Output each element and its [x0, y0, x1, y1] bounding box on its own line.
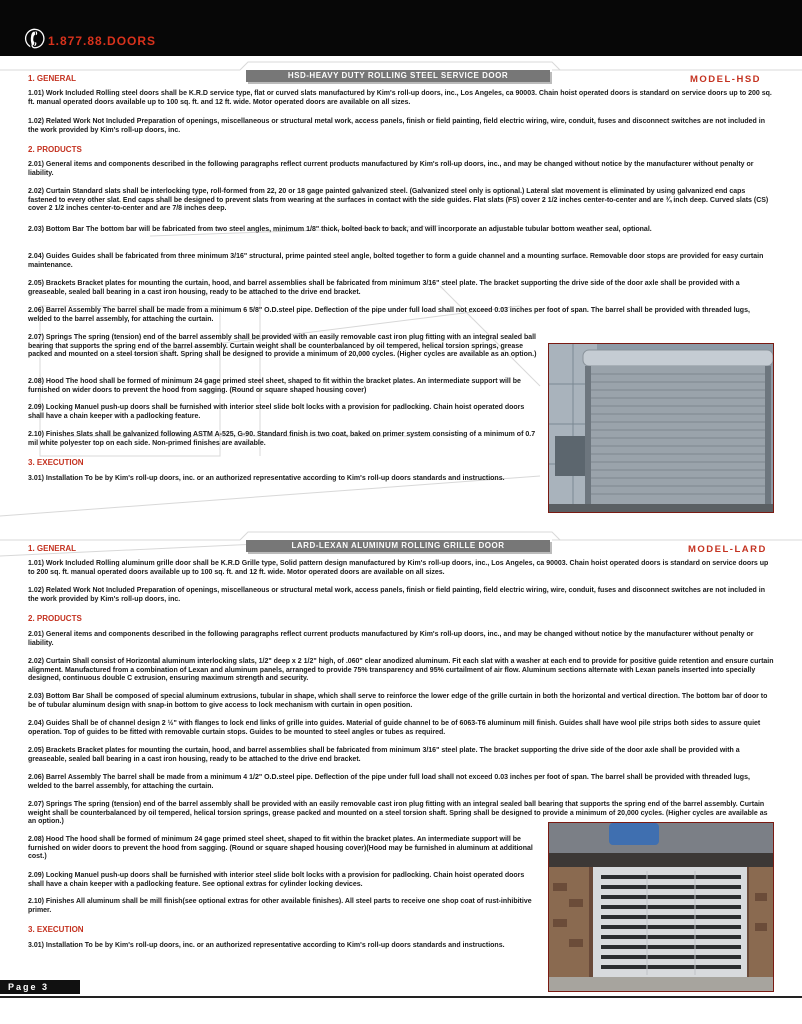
paragraph-2-07: 2.07) Springs The spring (tension) end of the barrel assembly shall be provided with an easily removable cast iron plug fitting with an integral sealed ball bearing that supports the spring end of the barrel assembly. Curtain weight shall be counterbalanced by oil tempered, helical torsion springs, grease packed and mounted on a steel torsion shaft. Spring shall be designed to provide a minimum of 20,000 cycles. (Higher cycles are available as an option.): [28, 334, 537, 359]
aluminum-grille-door-photo: [548, 822, 774, 992]
header-bar: [0, 0, 802, 56]
paragraph-2-02: 2.02) Curtain Standard slats shall be interlocking type, roll-formed from 22, 20 or 18 gage painted galvanized steel. (Galvanized steel only is optional.) Lateral slat movement is eliminated by using galvanized end caps fastened to every other slat. End caps shall be designed to prevent slats from wearing at the surfaces in contact with the side guides. Flat slats (FS) cover 2 1/2 inches center-to-center and are ¾ inch deep. Curved slats (CS) cover 2 1/2 inches center-to-center and are 7/8 inches deep.: [28, 188, 769, 213]
page-number-tab: [0, 980, 80, 994]
phone-handset-icon: ✆: [19, 21, 51, 57]
heading-products: 2. PRODUCTS: [28, 614, 82, 623]
model-label-lard: MODEL-LARD: [688, 544, 767, 555]
heading-execution: 3. EXECUTION: [28, 458, 84, 467]
paragraph-2-05: 2.05) Brackets Bracket plates for mounting the curtain, hood, and barrel assemblies shall be fabricated from minimum 3/16" steel plate. The bracket supporting the drive side of the door axle shall be provided with a greaseable, sealed ball bearing in a cast iron housing, ready to be attached to the drive end bracket.: [28, 747, 740, 763]
paragraph-2-04: 2.04) Guides Guides shall be fabricated from three minimum 3/16" structural, prime painted steel angle, bolted together to form a guide channel and a mounting surface. Removable door stops are provided for easy curtain maintenance.: [28, 253, 764, 269]
page-number: Page 3: [8, 982, 50, 992]
heading-products: 2. PRODUCTS: [28, 145, 82, 154]
paragraph-2-10: 2.10) Finishes All aluminum shall be mill finish(see optional extras for other available finishes). All steel parts to receive one shop coat of rust-inhibitive primer.: [28, 898, 532, 914]
phone-number: 1.877.88.DOORS: [48, 34, 157, 48]
paragraph-3-01: 3.01) Installation To be by Kim's roll-up doors, inc. or an authorized representative according to Kim's roll-up doors standards and instructions.: [28, 475, 505, 482]
paragraph-2-10: 2.10) Finishes Slats shall be galvanized following ASTM A-525, G-90. Standard finish is two coat, baked on primer system consisting of a minimum of 0.7 mil white polyester top on each side. Non-primed finishes are available.: [28, 431, 536, 447]
paragraph-2-02: 2.02) Curtain Shall consist of Horizontal aluminum interlocking slats, 1/2" deep x 2 1/2" high, of .060" clear anodized aluminum. Fit each slat with a washer at each end to provide for positive guide retention and ensure curtain alignment. Manufactured from a combination of Lexan and aluminum panels, arranged to provide 75% transparency and 95% curtailment of air flow. Aluminum sections alternate with Lexan panels inserted into specially designed, continuous double C extrusion, ensuring maximum strength and security.: [28, 658, 774, 683]
paragraph-2-01: 2.01) General items and components described in the following paragraphs reflect current products manufactured by Kim's roll-up doors, inc., and may be changed without notice by the manufacturer without penalty or liability.: [28, 161, 754, 177]
rolling-steel-door-photo: [548, 343, 774, 513]
paragraph-2-05: 2.05) Brackets Bracket plates for mounting the curtain, hood, and barrel assemblies shall be fabricated from minimum 3/16" steel plate. The bracket supporting the drive side of the door axle shall be provided with a greaseable, sealed ball bearing in a cast iron housing, ready to be attached to the drive end bracket.: [28, 280, 740, 296]
heading-execution: 3. EXECUTION: [28, 925, 84, 934]
heading-general: 1. GENERAL: [28, 544, 77, 553]
paragraph-2-09: 2.09) Locking Manuel push-up doors shall be furnished with interior steel slide bolt locks with a provision for padlocking. Chain hoist operated doors shall have a chain keeper with a padlocking feature.: [28, 404, 525, 420]
paragraph-2-06: 2.06) Barrel Assembly The barrel shall be made from a minimum 4 1/2" O.D.steel pipe. Deflection of the pipe under full load shall not exceed 0.03 inches per foot of span. The barrel shall be provided with threaded lugs, welded to the barrel assembly, for attaching the curtain.: [28, 774, 750, 790]
paragraph-2-07: 2.07) Springs The spring (tension) end of the barrel assembly shall be provided with an easily removable cast iron plug fitting with an integral sealed ball bearing that supports the spring end of the barrel assembly. Curtain weight shall be counterbalanced by oil tempered, helical torsion springs, grease packed and mounted on a steel torsion shaft. Spring shall be designed to provide a minimum of 20,000 cycles. (Higher cycles are available as an option.): [28, 801, 768, 826]
paragraph-1-01: 1.01) Work Included Rolling aluminum grille door shall be K.R.D Grille type, Solid pattern design manufactured by Kim's roll-up doors, inc., Los Angeles, ca 90003. Chain hoist operated doors is standard on service doors up to 200 sq. ft. manual operated doors available up to 100 sq. ft. and 12 ft. wide. Motor operated doors are available on all sizes.: [28, 560, 769, 576]
paragraph-1-01: 1.01) Work Included Rolling steel doors shall be K.R.D service type, flat or curved slats manufactured by Kim's roll-up doors, inc., Los Angeles, ca 90003. Chain hoist operated doors is standard on service doors up to 200 sq. ft. manual operated doors available up to 100 sq. ft. and 12 ft. wide. Motor operated doors are available on all sizes.: [28, 90, 772, 106]
paragraph-1-02: 1.02) Related Work Not Included Preparation of openings, miscellaneous or structural metal work, access panels, finish or field painting, field electric wiring, wire, conduit, fuses and disconnect switches are not included in the work provided by Kim's roll-up doors, inc.: [28, 587, 765, 603]
heading-general: 1. GENERAL: [28, 74, 77, 83]
model-label-hsd: MODEL-HSD: [690, 74, 762, 85]
section-title-lard: LARD-LEXAN ALUMINUM ROLLING GRILLE DOOR: [246, 540, 550, 552]
paragraph-2-08: 2.08) Hood The hood shall be formed of minimum 24 gage primed steel sheet, shaped to fit within the bracket plates. An intermediate support will be furnished on wider doors to prevent the hood from sagging. (Round or square shaped housing cover)(Hood may be furnished in aluminum at additional cost.): [28, 836, 533, 861]
section-title-hsd: HSD-HEAVY DUTY ROLLING STEEL SERVICE DOOR: [246, 70, 550, 82]
paragraph-2-06: 2.06) Barrel Assembly The barrel shall be made from a minimum 6 5/8" O.D.steel pipe. Deflection of the pipe under full load shall not exceed 0.03 inches per foot of span. The barrel shall be provided with threaded lugs, welded to the barrel assembly, for attaching the curtain.: [28, 307, 750, 323]
paragraph-2-09: 2.09) Locking Manuel push-up doors shall be furnished with interior steel slide bolt locks with a provision for padlocking. Chain hoist operated doors shall have a chain keeper with a padlocking feature. See optional extras for cylinder locking devices.: [28, 872, 525, 888]
paragraph-2-03: 2.03) Bottom Bar The bottom bar will be fabricated from two steel angles, minimum 1/8" thick, bolted back to back, and will incorporate an adjustable tubular bottom weather seal, optional.: [28, 226, 652, 233]
paragraph-3-01: 3.01) Installation To be by Kim's roll-up doors, inc. or an authorized representative according to Kim's roll-up doors standards and instructions.: [28, 942, 505, 949]
paragraph-2-04: 2.04) Guides Shall be of channel design 2 ½" with flanges to lock end links of grille into guides. Material of guide channel to be of 6063-T6 aluminum mill finish. Guides shall have wool pile strips both sides to assure quiet operation. Top of guides to be fitted with removable curtain stops. Guides to be mounted to steel angles or tubes as required.: [28, 720, 761, 736]
paragraph-2-01: 2.01) General items and components described in the following paragraphs reflect current products manufactured by Kim's roll-up doors, inc., and may be changed without notice by the manufacturer without penalty or liability.: [28, 631, 754, 647]
footer-divider: [0, 996, 802, 998]
paragraph-2-03: 2.03) Bottom Bar Shall be composed of special aluminum extrusions, tubular in shape, which shall serve to reinforce the lower edge of the grille curtain in both the horizontal and vertical direction. The bottom bar of door to be of tubular aluminum design with snap-in bottom to give access to lock mechanism with curtain in open position.: [28, 693, 768, 709]
paragraph-1-02: 1.02) Related Work Not Included Preparation of openings, miscellaneous or structural metal work, access panels, finish or field painting, field electric wiring, wire, conduit, fuses and disconnect switches are not included in the work provided by Kim's roll-up doors, inc.: [28, 118, 765, 134]
paragraph-2-08: 2.08) Hood The hood shall be formed of minimum 24 gage primed steel sheet, shaped to fit within the bracket plates. An intermediate support will be furnished on wider doors to prevent the hood from sagging. (Round or square shaped housing cover): [28, 378, 521, 394]
